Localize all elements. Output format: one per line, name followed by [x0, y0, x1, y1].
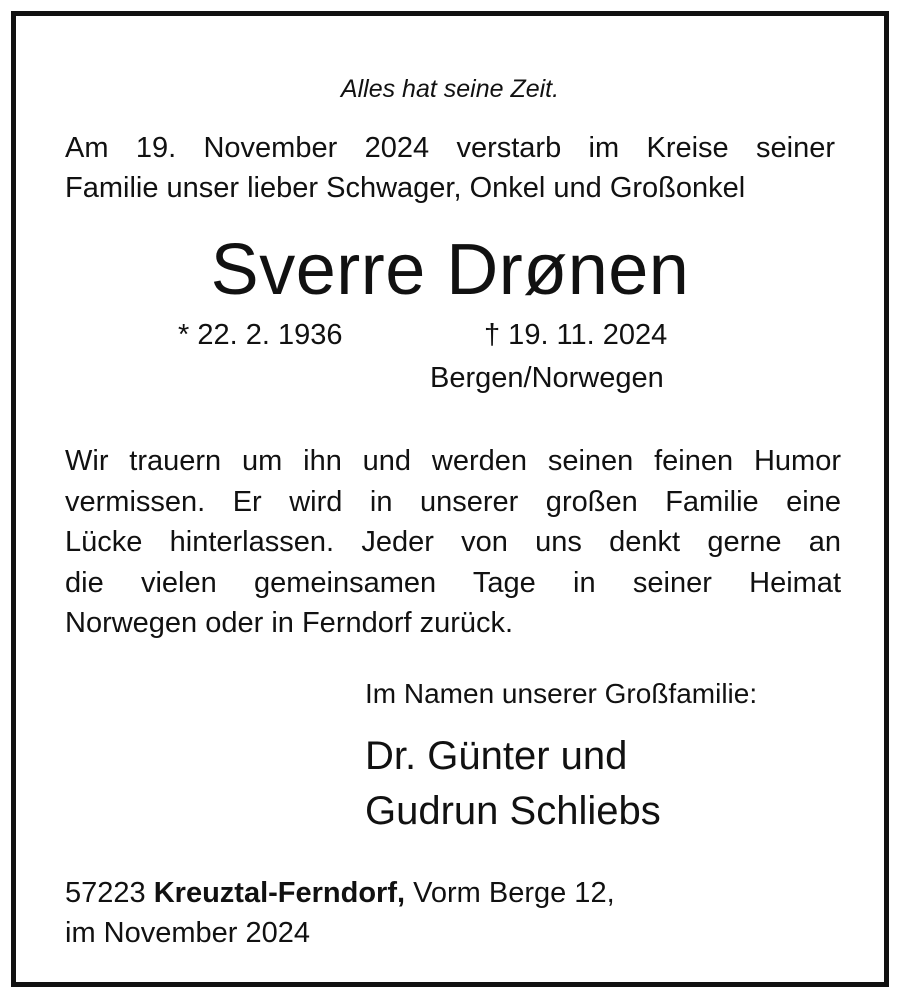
address-line: [65, 873, 615, 913]
intro-text: [65, 128, 835, 208]
postcode: 57223: [65, 877, 146, 909]
signer-line: Dr. Günter und: [365, 734, 628, 778]
intro-line: Am 19. November 2024 verstarb im Kreise seiner: [65, 132, 835, 164]
intro-line: Familie unser lieber Schwager, Onkel und Großonkel: [65, 172, 746, 204]
message-line: die vielen gemeinsamen Tage in seiner Heimat: [65, 566, 841, 599]
death-date: † 19. 11. 2024: [484, 319, 668, 351]
date-line: im November 2024: [65, 917, 310, 949]
street: Vorm Berge 12,: [413, 877, 615, 909]
signers: [365, 729, 661, 839]
message-line: vermissen. Er wird in unserer großen Familie eine: [65, 485, 841, 518]
message-line: Lücke hinterlassen. Jeder von uns denkt gerne an: [65, 526, 841, 558]
notice-border: [11, 11, 889, 987]
obituary-notice: [16, 16, 884, 982]
message-text: [65, 441, 841, 644]
motto: Alles hat seine Zeit.: [340, 75, 560, 103]
message-line: Norwegen oder in Ferndorf zurück.: [65, 607, 514, 639]
deceased-name: Sverre Drønen: [210, 230, 690, 310]
message-line: Wir trauern um ihn und werden seinen feinen Humor: [65, 445, 841, 477]
address-block: [65, 873, 615, 953]
birth-date: * 22. 2. 1936: [178, 319, 343, 351]
death-place: Bergen/Norwegen: [430, 362, 664, 394]
signer-line: Gudrun Schliebs: [365, 789, 661, 833]
town: Kreuztal-Ferndorf,: [153, 877, 406, 909]
signature-intro: Im Namen unserer Großfamilie:: [365, 678, 758, 709]
